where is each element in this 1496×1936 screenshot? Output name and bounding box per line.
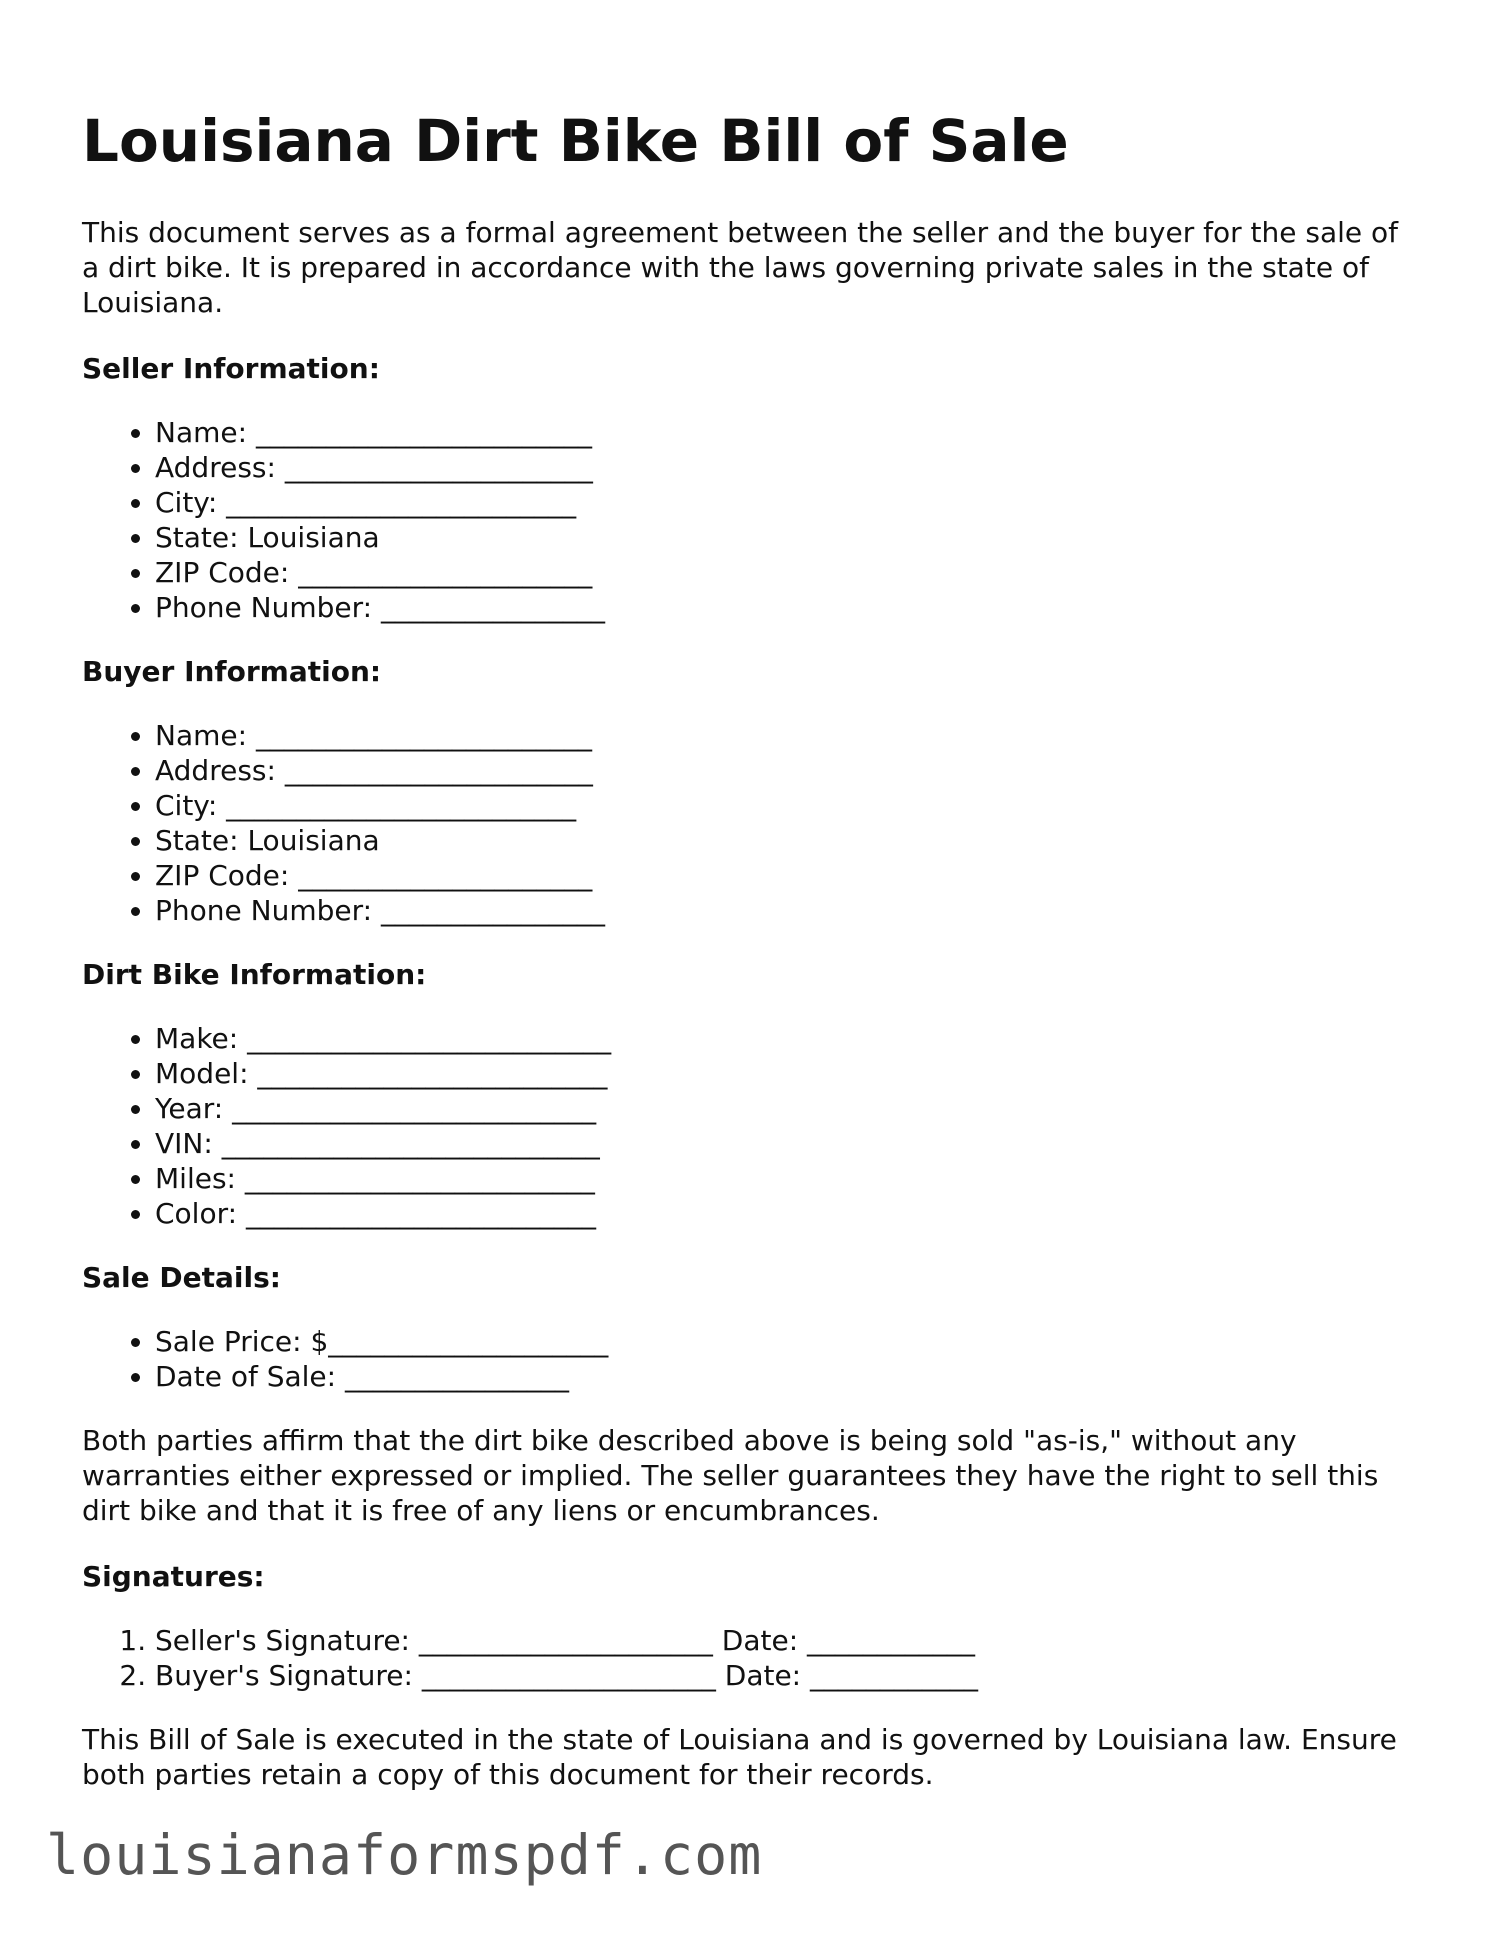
watermark: louisianaformspdf.com bbox=[46, 1823, 763, 1887]
bike-make-field: • Make: __________________________ bbox=[155, 1021, 1422, 1056]
sale-list bbox=[82, 1324, 1422, 1394]
seller-list bbox=[82, 415, 1422, 625]
buyer-city-field: • City: _________________________ bbox=[155, 788, 1422, 823]
seller-zip-field: • ZIP Code: _____________________ bbox=[155, 555, 1422, 590]
page-title: Louisiana Dirt Bike Bill of Sale bbox=[82, 107, 1069, 175]
seller-phone-field: • Phone Number: ________________ bbox=[155, 590, 1422, 625]
buyer-name-field: • Name: ________________________ bbox=[155, 718, 1422, 753]
seller-signature-line: 1. Seller's Signature: _____________________ Date: ____________ bbox=[155, 1623, 1422, 1658]
buyer-list bbox=[82, 718, 1422, 928]
bike-heading: Dirt Bike Information: bbox=[82, 958, 427, 991]
buyer-zip-field: • ZIP Code: _____________________ bbox=[155, 858, 1422, 893]
signatures-list bbox=[82, 1623, 1422, 1693]
bike-year-field: • Year: __________________________ bbox=[155, 1091, 1422, 1126]
bike-list bbox=[82, 1021, 1422, 1231]
closing-paragraph: This Bill of Sale is executed in the state of Louisiana and is governed by Louisiana law. Ensure both parties retain a copy of this document for their records. bbox=[82, 1723, 1397, 1791]
buyer-phone-field: • Phone Number: ________________ bbox=[155, 893, 1422, 928]
seller-address-field: • Address: ______________________ bbox=[155, 450, 1422, 485]
bike-miles-field: • Miles: _________________________ bbox=[155, 1161, 1422, 1196]
buyer-address-field: • Address: ______________________ bbox=[155, 753, 1422, 788]
document-body bbox=[82, 215, 1422, 1792]
buyer-state-field: • State: Louisiana bbox=[155, 823, 1422, 858]
intro-paragraph: This document serves as a formal agreement between the seller and the buyer for the sale of a dirt bike. It is prepared in accordance with the laws governing private sales in the state of Louisiana. bbox=[82, 216, 1399, 319]
sale-heading: Sale Details: bbox=[82, 1261, 281, 1294]
affirmation-paragraph: Both parties affirm that the dirt bike described above is being sold "as-is," without any warranties either expressed or implied. The seller guarantees they have the right to sell this dirt bike and that it is free of any liens or encumbrances. bbox=[82, 1424, 1379, 1527]
signatures-heading: Signatures: bbox=[82, 1560, 265, 1593]
bike-model-field: • Model: _________________________ bbox=[155, 1056, 1422, 1091]
seller-city-field: • City: _________________________ bbox=[155, 485, 1422, 520]
buyer-heading: Buyer Information: bbox=[82, 655, 382, 688]
sale-price-field: • Sale Price: $____________________ bbox=[155, 1324, 1422, 1359]
seller-state-field: • State: Louisiana bbox=[155, 520, 1422, 555]
sale-date-field: • Date of Sale: ________________ bbox=[155, 1359, 1422, 1394]
bike-vin-field: • VIN: ___________________________ bbox=[155, 1126, 1422, 1161]
bike-color-field: • Color: _________________________ bbox=[155, 1196, 1422, 1231]
seller-heading: Seller Information: bbox=[82, 352, 380, 385]
seller-name-field: • Name: ________________________ bbox=[155, 415, 1422, 450]
buyer-signature-line: 2. Buyer's Signature: _____________________ Date: ____________ bbox=[155, 1658, 1422, 1693]
